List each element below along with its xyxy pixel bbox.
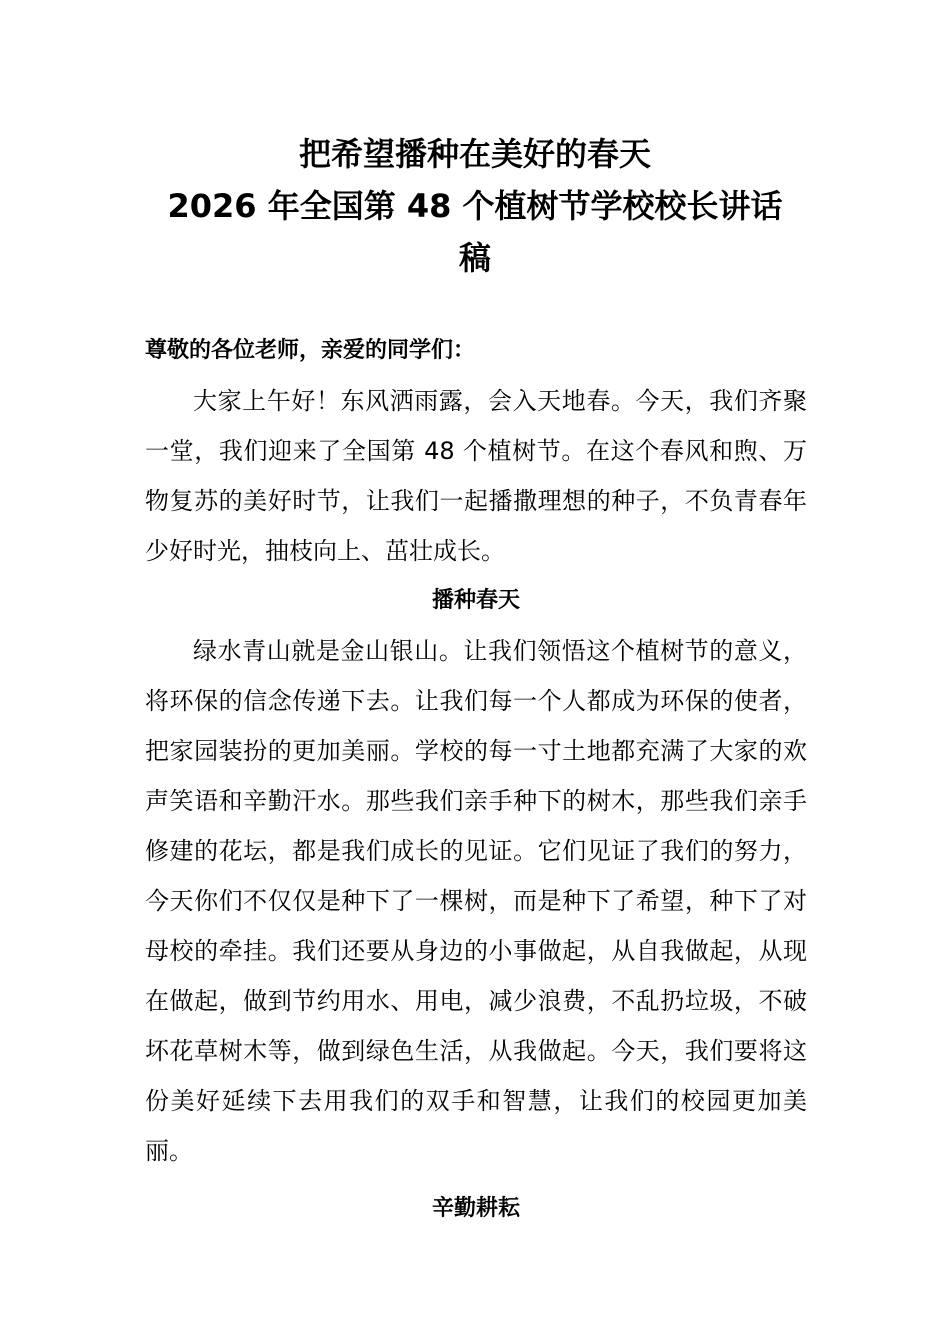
document-body <box>145 326 807 1234</box>
paragraph-intro: 大家上午好！东风洒雨露，会入天地春。今天，我们齐聚一堂，我们迎来了全国第 48 个植树节。在这个春风和煦、万物复苏的美好时节，让我们一起播撒理想的种子，不负青春年少好时光，抽枝向上、茁壮成长。 <box>145 387 807 565</box>
title-line-1: 把希望播种在美好的春天 <box>298 135 651 173</box>
section-heading-sowing-spring: 播种春天 <box>431 588 520 613</box>
section-heading-hard-work: 辛勤耕耘 <box>431 1196 520 1221</box>
paragraph-sowing-spring: 绿水青山就是金山银山。让我们领悟这个植树节的意义，将环保的信念传递下去。让我们每一个人都成为环保的使者，把家园装扮的更加美丽。学校的每一寸土地都充满了大家的欢声笑语和辛勤汗水。那些我们亲手种下的树木，那些我们亲手修建的花坛，都是我们成长的见证。它们见证了我们的努力，今天你们不仅仅是种下了一棵树，而是种下了希望，种下了对母校的牵挂。我们还要从身边的小事做起，从自我做起，从现在做起，做到节约用水、用电，减少浪费，不乱扔垃圾，不破坏花草树木等，做到绿色生活，从我做起。今天，我们要将这份美好延续下去用我们的双手和智慧，让我们的校园更加美丽。 <box>145 637 807 1165</box>
title-line-3: 稿 <box>458 239 491 277</box>
salutation: 尊敬的各位老师，亲爱的同学们： <box>145 338 476 363</box>
title-line-2: 2026 年全国第 48 个植树节学校校长讲话 <box>167 187 783 225</box>
document-title <box>140 128 810 284</box>
